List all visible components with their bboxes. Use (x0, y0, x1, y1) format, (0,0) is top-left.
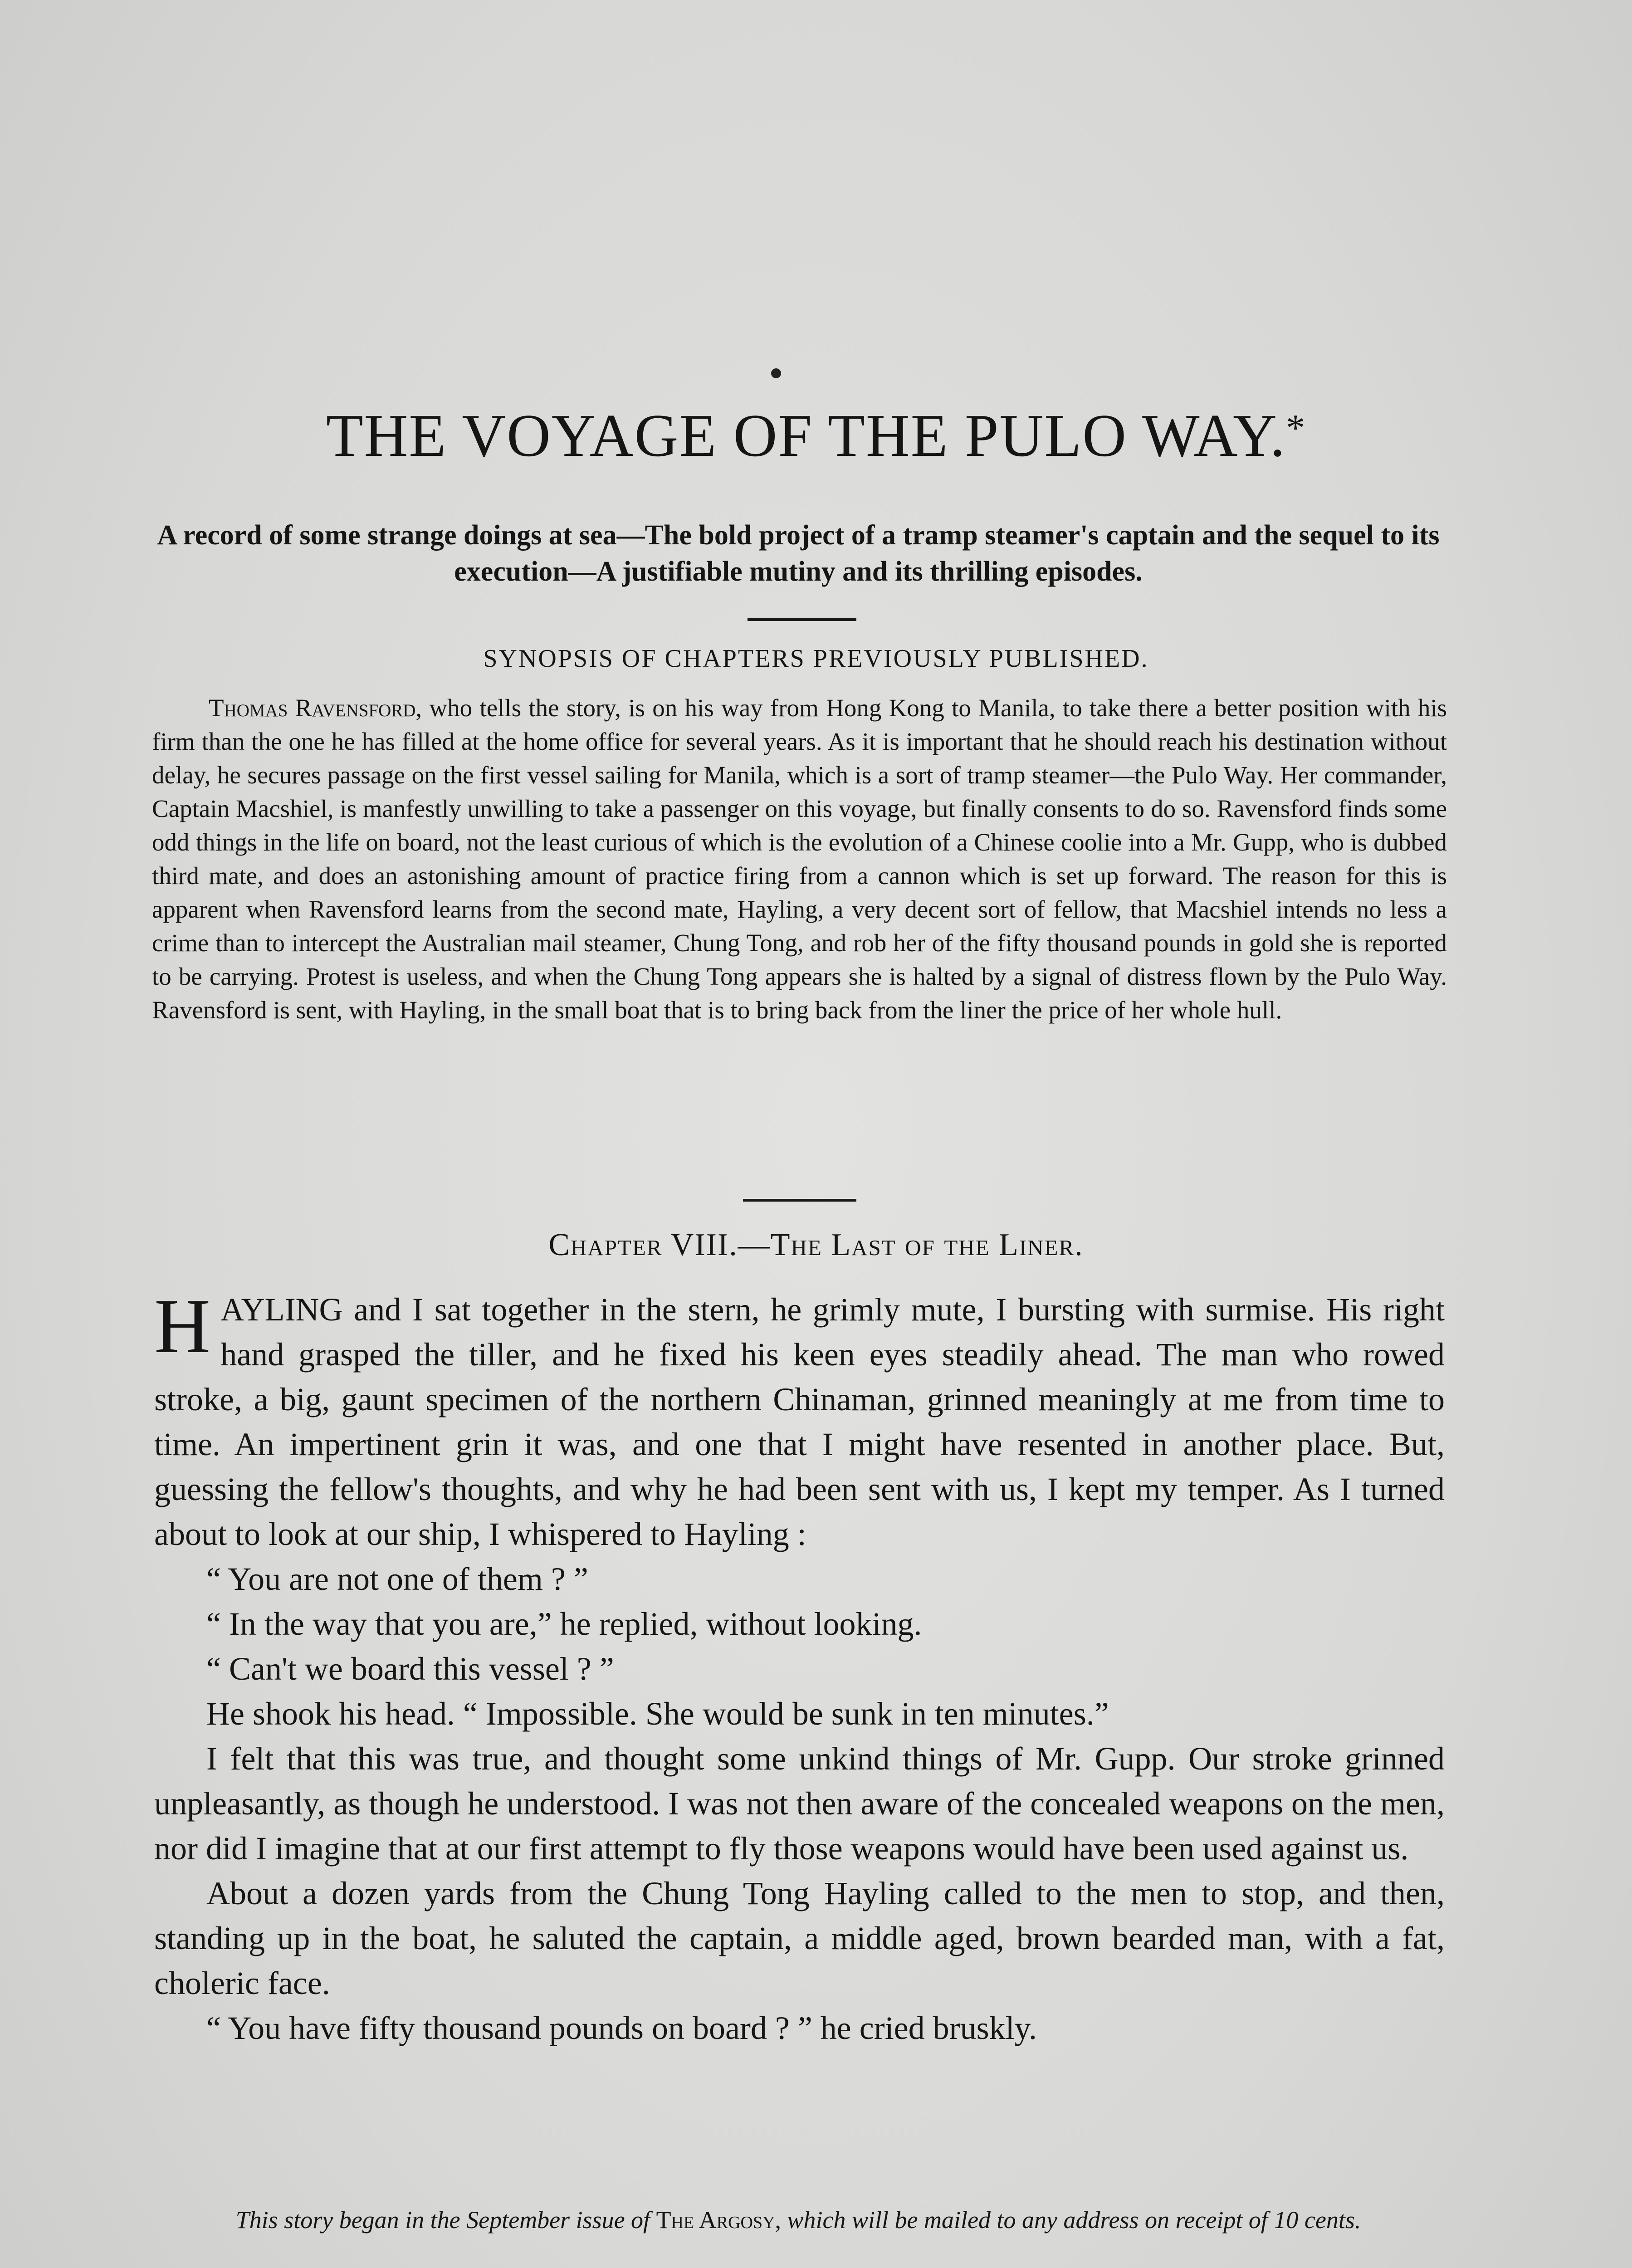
story-title (0, 399, 1632, 472)
issue-footnote (150, 2204, 1447, 2235)
synopsis-body: who tells the story, is on his way from Hong Kong to Manila, to take there a better position with his firm than the one he has filled at the home office for several years. As it is important that he should reach his destination without delay, he secures passage on the first vessel sailing for Manila, which is a sort of tramp steamer—the Pulo Way. Her commander, Captain Macshiel, is manfestly unwilling to take a passenger on this voyage, but finally consents to do so. Ravensford finds some odd things in the life on board, not the least curious of which is the evolution of a Chinese coolie into a Mr. Gupp, who is dubbed third mate, and does an astonishing amount of practice firing from a cannon which is set up forward. The reason for this is apparent when Ravensford learns from the second mate, Hayling, a very decent sort of fellow, that Macshiel intends no less a crime than to intercept the Australian mail steamer, Chung Tong, and rob her of the fifty thousand pounds in gold she is reported to be carrying. Protest is useless, and when the Chung Tong appears she is halted by a signal of distress flown by the Pulo Way. Ravensford is sent, with Hayling, in the small boat that is to bring back from the liner the price of her whole hull. (152, 694, 1447, 1024)
story-subtitle: A record of some strange doings at sea—The bold project of a tramp steamer's captain and the sequel to its execution—A justifiable mutiny and its thrilling episodes. (157, 520, 1440, 587)
story-paragraph: “ You have fifty thousand pounds on board ? ” he cried bruskly. (206, 2010, 1037, 2046)
ornament-dot (771, 368, 781, 378)
story-paragraph: I felt that this was true, and thought some unkind things of Mr. Gupp. Our stroke grinned unpleasantly, as though he understood. I was not then aware of the concealed weapons on the men, nor did I imagine that at our first attempt to fly those weapons would have been used against us. (154, 1740, 1445, 1867)
issue-footnote-post: which will be mailed to any address on receipt of 10 cents. (781, 2206, 1361, 2234)
story-body (154, 1283, 1445, 2051)
chapter-heading: Chapter VIII.—The Last of the Liner. (548, 1227, 1084, 1262)
issue-footnote-pre: This story began in the September issue of (235, 2206, 656, 2234)
story-title-text: THE VOYAGE OF THE PULO WAY. (326, 402, 1286, 469)
synopsis-heading: SYNOPSIS OF CHAPTERS PREVIOUSLY PUBLISHED. (483, 645, 1149, 673)
title-footnote-mark: * (1286, 407, 1306, 449)
divider-rule (748, 618, 856, 621)
story-paragraph: “ In the way that you are,” he replied, without looking. (206, 1606, 922, 1642)
story-paragraph-text: AYLING and I sat together in the stern, he grimly mute, I bursting with surmise. His right hand grasped the tiller, and he fixed his keen eyes steadily ahead. The man who rowed stroke, a big, gaunt specimen of the northern Chinaman, grinned meaningly at me from time to time. An impertinent grin it was, and one that I might have resented in another place. But, guessing the fellow's thoughts, and why he had been sent with us, I kept my temper. As I turned about to look at our ship, I whispered to Hayling : (154, 1291, 1445, 1552)
story-paragraph: “ Can't we board this vessel ? ” (206, 1651, 614, 1687)
story-paragraph: “ You are not one of them ? ” (206, 1561, 588, 1597)
synopsis-text (152, 691, 1447, 1027)
story-paragraph: About a dozen yards from the Chung Tong Hayling called to the men to stop, and then, standing up in the boat, he saluted the captain, a middle aged, brown bearded man, with a fat, choleric face. (154, 1875, 1445, 2001)
synopsis-name: Thomas Ravensford, (209, 694, 422, 722)
story-paragraph: He shook his head. “ Impossible. She would be sunk in ten minutes.” (206, 1696, 1109, 1732)
story-paragraph (154, 1283, 1445, 1557)
magazine-name: The Argosy, (656, 2206, 782, 2234)
drop-cap: H (154, 1283, 211, 1369)
divider-rule (743, 1199, 856, 1202)
